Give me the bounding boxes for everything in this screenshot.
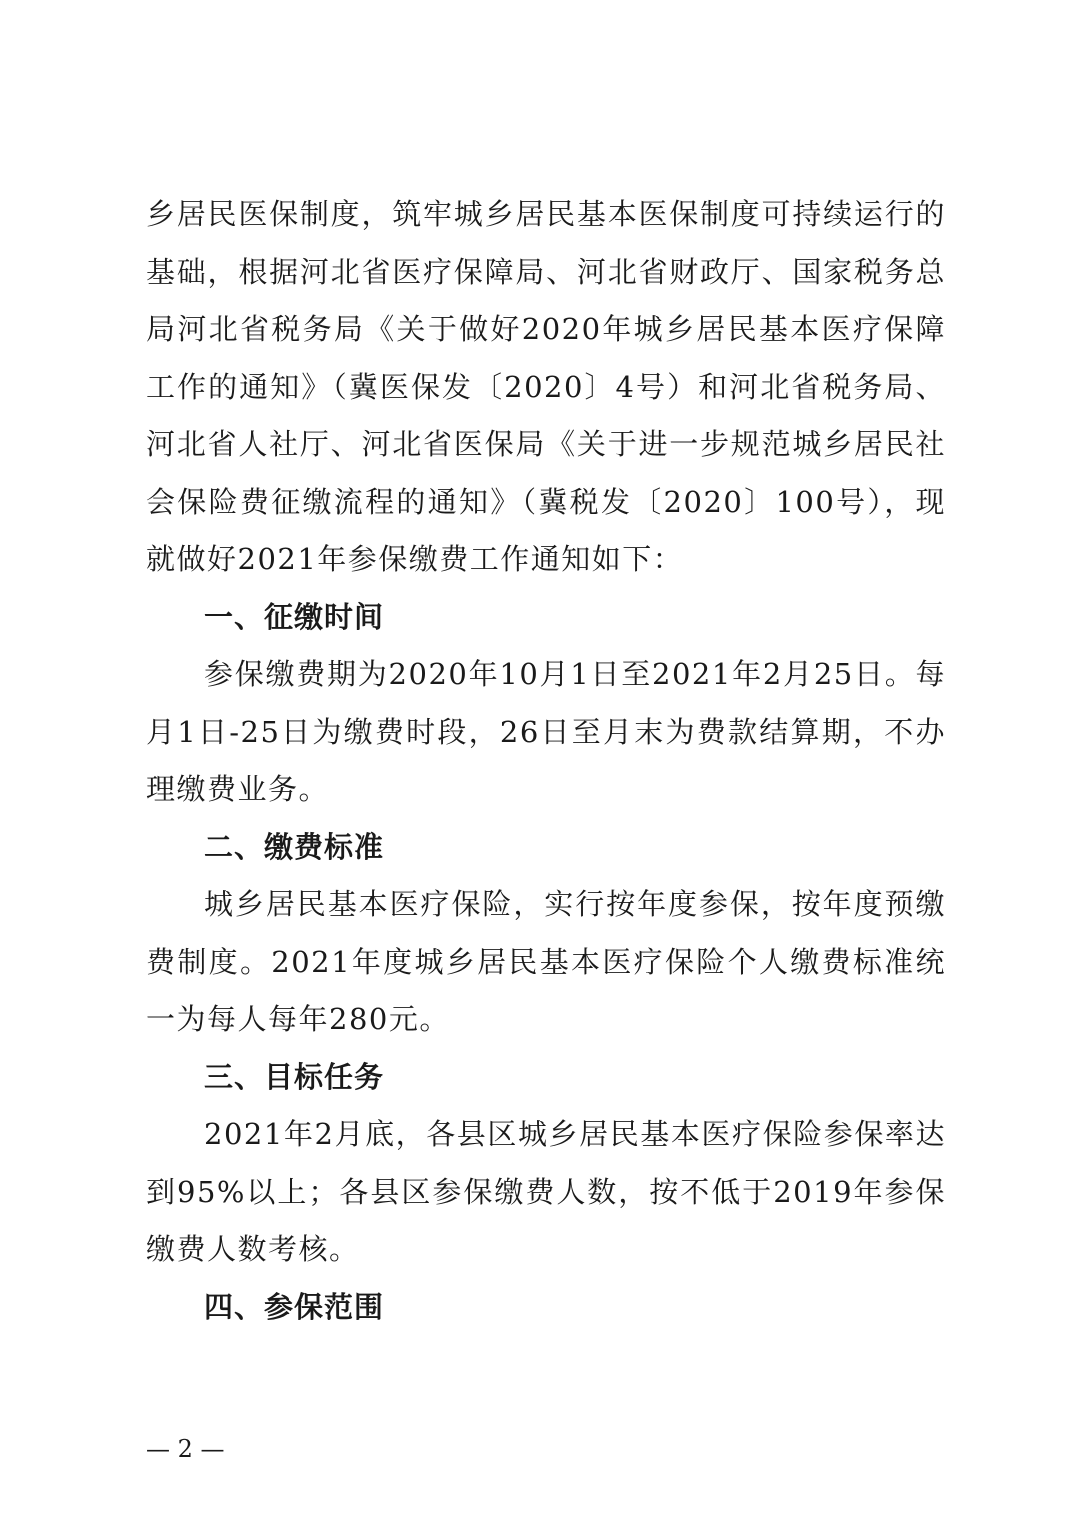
section-heading-collection-time: 一、征缴时间: [204, 599, 385, 634]
paragraph-collection-time: 参保缴费期为2020年10月1日至2021年2月25日。每月1日-25日为缴费时段，26日至月末为费款结算期，不办理缴费业务。: [146, 657, 946, 806]
page-number: — 2 —: [146, 1435, 225, 1463]
document-body: [146, 186, 946, 1336]
section-heading-target-task: 三、目标任务: [204, 1059, 385, 1094]
paragraph-payment-standard: 城乡居民基本医疗保险，实行按年度参保，按年度预缴费制度。2021年度城乡居民基本医疗保险个人缴费标准统一为每人每年280元。: [146, 887, 946, 1036]
section-heading-coverage-scope: 四、参保范围: [204, 1289, 385, 1324]
paragraph-target-task: 2021年2月底，各县区城乡居民基本医疗保险参保率达到95%以上；各县区参保缴费人数，按不低于2019年参保缴费人数考核。: [146, 1117, 946, 1266]
section-heading-payment-standard: 二、缴费标准: [204, 829, 385, 864]
paragraph-intro-continuation: 乡居民医保制度，筑牢城乡居民基本医保制度可持续运行的基础，根据河北省医疗保障局、河北省财政厅、国家税务总局河北省税务局《关于做好2020年城乡居民基本医疗保障工作的通知》（冀医保发〔2020〕4号）和河北省税务局、河北省人社厅、河北省医保局《关于进一步规范城乡居民社会保险费征缴流程的通知》（冀税发〔2020〕100号），现就做好2021年参保缴费工作通知如下：: [146, 197, 946, 576]
